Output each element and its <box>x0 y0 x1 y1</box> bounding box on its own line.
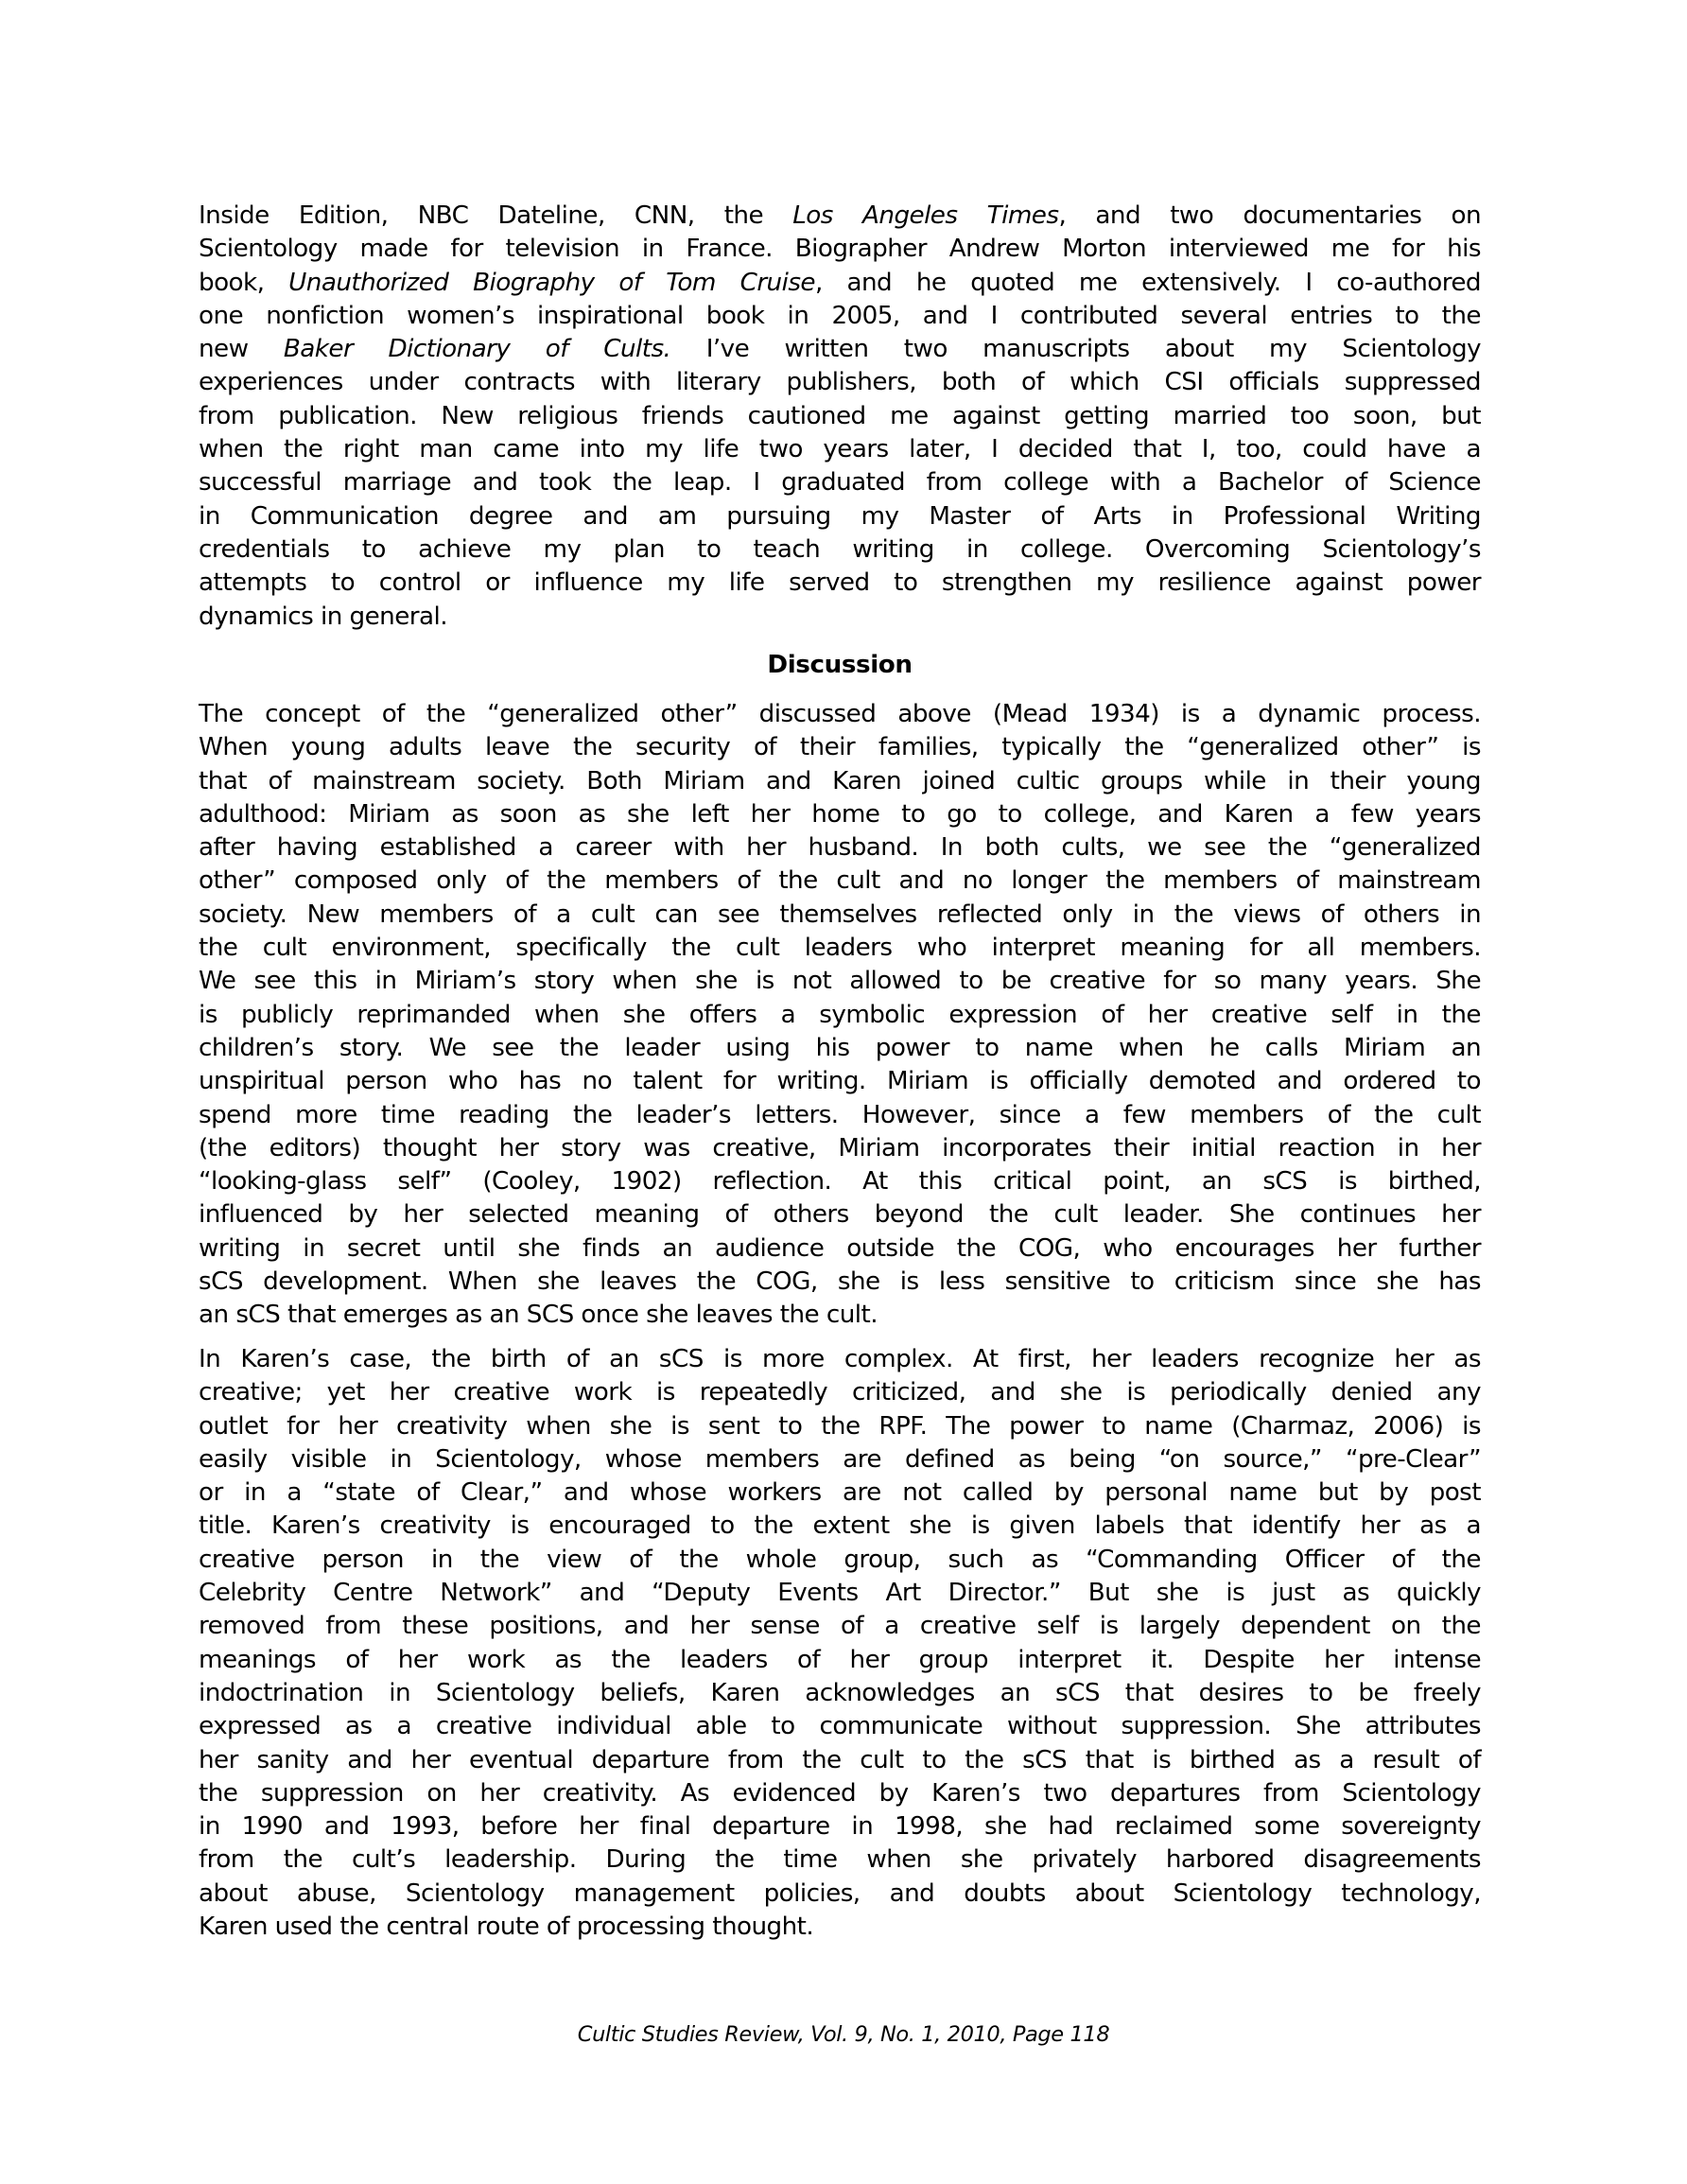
text-line: easily visible in Scientology, whose members are defined as being “on source,” “pre-Clear” <box>199 1444 1481 1474</box>
text-line: new Baker Dictionary of Cults. I’ve written two manuscripts about my Scientology <box>199 335 1481 364</box>
text-line: attempts to control or influence my life served to strengthen my resilience against power <box>199 568 1481 598</box>
text-line: “looking-glass self” (Cooley, 1902) reflection. At this critical point, an sCS is birthed, <box>199 1167 1481 1197</box>
text-line: title. Karen’s creativity is encouraged to the extent she is given labels that identify her as a <box>199 1511 1481 1541</box>
text-line: in Communication degree and am pursuing my Master of Arts in Professional Writing <box>199 501 1481 531</box>
page-footer-citation: Cultic Studies Review, Vol. 9, No. 1, 2010, Page 118 <box>577 2022 1110 2047</box>
text-line: adulthood: Miriam as soon as she left her home to go to college, and Karen a few years <box>199 799 1481 829</box>
text-line: from the cult’s leadership. During the time when she privately harbored disagreements <box>199 1845 1481 1875</box>
text-line: the cult environment, specifically the cult leaders who interpret meaning for all members. <box>199 934 1481 963</box>
paragraph-discussion-karen <box>199 1343 1481 1944</box>
text-line: creative person in the view of the whole group, such as “Commanding Officer of the <box>199 1545 1481 1574</box>
italic-title: Baker Dictionary of Cults. <box>283 335 671 364</box>
text-line: influenced by her selected meaning of others beyond the cult leader. She continues her <box>199 1200 1481 1230</box>
text-line: her sanity and her eventual departure from the cult to the sCS that is birthed as a result of <box>199 1745 1481 1774</box>
text-line: creative; yet her creative work is repeatedly criticized, and she is periodically denied any <box>199 1378 1481 1407</box>
text-line: indoctrination in Scientology beliefs, Karen acknowledges an sCS that desires to be freely <box>199 1678 1481 1707</box>
section-heading-discussion: Discussion <box>767 651 913 679</box>
text-line: an sCS that emerges as an SCS once she leaves the cult. <box>199 1301 878 1330</box>
paragraph-continued-bio <box>199 200 1481 634</box>
text-line: sCS development. When she leaves the COG, she is less sensitive to criticism since she has <box>199 1267 1481 1297</box>
paragraph-discussion-miriam <box>199 698 1481 1333</box>
text-line: book, Unauthorized Biography of Tom Cruise, and he quoted me extensively. I co-authored <box>199 268 1481 297</box>
text-line: Karen used the central route of processing thought. <box>199 1913 814 1942</box>
text-line: Celebrity Centre Network” and “Deputy Events Art Director.” But she is just as quickly <box>199 1579 1481 1608</box>
text-line: outlet for her creativity when she is sent to the RPF. The power to name (Charmaz, 2006) is <box>199 1411 1481 1441</box>
text-line: The concept of the “generalized other” discussed above (Mead 1934) is a dynamic process. <box>199 700 1481 728</box>
text-line: meanings of her work as the leaders of her group interpret it. Despite her intense <box>199 1645 1481 1674</box>
italic-title: Unauthorized Biography of Tom Cruise <box>288 268 815 297</box>
text-line: We see this in Miriam’s story when she is not allowed to be creative for so many years. She <box>199 967 1481 996</box>
italic-title: Los Angeles Times <box>792 201 1059 230</box>
text-line: society. New members of a cult can see themselves reflected only in the views of others in <box>199 900 1481 929</box>
text-line: removed from these positions, and her sense of a creative self is largely dependent on the <box>199 1612 1481 1641</box>
text-line: the suppression on her creativity. As evidenced by Karen’s two departures from Scientology <box>199 1778 1481 1808</box>
text-line: experiences under contracts with literary publishers, both of which CSI officials suppressed <box>199 368 1481 397</box>
text-line: after having established a career with her husband. In both cults, we see the “generalized <box>199 833 1481 863</box>
text-line: Scientology made for television in France. Biographer Andrew Morton interviewed me for his <box>199 235 1481 264</box>
text-line: when the right man came into my life two years later, I decided that I, too, could have a <box>199 435 1481 464</box>
text-line: successful marriage and took the leap. I graduated from college with a Bachelor of Science <box>199 468 1481 498</box>
text-line: writing in secret until she finds an audience outside the COG, who encourages her further <box>199 1233 1481 1263</box>
text-line: (the editors) thought her story was creative, Miriam incorporates their initial reaction in her <box>199 1133 1481 1162</box>
text-line: credentials to achieve my plan to teach writing in college. Overcoming Scientology’s <box>199 534 1481 564</box>
text-line: is publicly reprimanded when she offers a symbolic expression of her creative self in the <box>199 1000 1481 1029</box>
text-line: other” composed only of the members of the cult and no longer the members of mainstream <box>199 866 1481 896</box>
text-line: spend more time reading the leader’s letters. However, since a few members of the cult <box>199 1100 1481 1129</box>
text-line: expressed as a creative individual able to communicate without suppression. She attributes <box>199 1712 1481 1741</box>
text-line: that of mainstream society. Both Miriam and Karen joined cultic groups while in their young <box>199 766 1481 795</box>
text-line: In Karen’s case, the birth of an sCS is more complex. At first, her leaders recognize her as <box>199 1345 1481 1373</box>
text-line: Inside Edition, NBC Dateline, CNN, the Los Angeles Times, and two documentaries on <box>199 201 1481 230</box>
text-line: or in a “state of Clear,” and whose workers are not called by personal name but by post <box>199 1478 1481 1508</box>
text-line: about abuse, Scientology management policies, and doubts about Scientology technology, <box>199 1878 1481 1908</box>
text-line: from publication. New religious friends cautioned me against getting married too soon, but <box>199 401 1481 430</box>
text-line: When young adults leave the security of their families, typically the “generalized other” is <box>199 733 1481 762</box>
text-line: one nonfiction women’s inspirational book in 2005, and I contributed several entries to the <box>199 301 1481 330</box>
text-line: children’s story. We see the leader using his power to name when he calls Miriam an <box>199 1033 1481 1062</box>
text-line: dynamics in general. <box>199 602 447 631</box>
text-line: unspiritual person who has no talent for writing. Miriam is officially demoted and ordered to <box>199 1067 1481 1096</box>
text-line: in 1990 and 1993, before her final departure in 1998, she had reclaimed some sovereignty <box>199 1812 1481 1842</box>
